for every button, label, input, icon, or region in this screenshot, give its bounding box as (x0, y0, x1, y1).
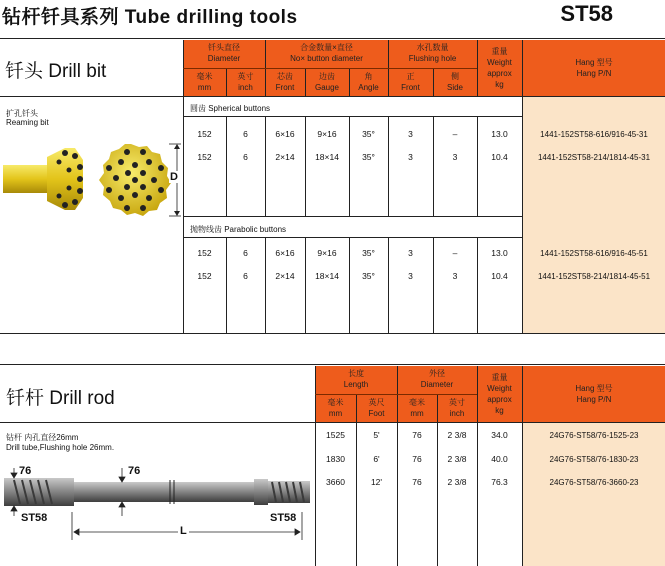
cell-pn: 1441-152ST58-616/916-45-51 (540, 249, 648, 258)
rod-col-od-mm-cn: 毫米 (409, 398, 425, 407)
diameter-dim-label: D (170, 171, 178, 183)
col-mm-cn: 毫米 (196, 72, 213, 81)
col-diameter-cn: 钎头直径 (208, 43, 240, 52)
rod-col-hang-1: Hang 型号 (575, 384, 613, 393)
cell-angle: 35° (362, 271, 375, 281)
rod-item-cn: 钻杆 内孔直径26mm (6, 433, 79, 442)
col-mm: mm (197, 83, 212, 92)
rod-od-right-label: 76 (128, 465, 141, 477)
col-front-cn: 芯齿 (277, 72, 293, 81)
grid-line (183, 237, 522, 238)
reaming-bit-illustration (3, 140, 183, 218)
cell-inch: 6 (243, 152, 248, 162)
rod-col-ft-cn: 英尺 (368, 398, 385, 407)
rod-col-hang-2: Hang P/N (576, 395, 612, 404)
cell-inch: 6 (243, 271, 248, 281)
col-diameter-en: Diameter (207, 54, 241, 63)
rod-cell-ft: 5' (373, 430, 380, 440)
col-angle: Angle (358, 83, 379, 92)
cell-front: 6×16 (275, 248, 295, 258)
bit-item-cn: 扩孔钎头 (6, 109, 38, 118)
cell-mm: 152 (197, 248, 212, 258)
rod-cell-ft: 12' (370, 477, 383, 487)
cell-pn: 1441-152ST58-616/916-45-31 (540, 130, 648, 139)
rod-col-od-mm: mm (410, 409, 424, 418)
col-hang-1: Hang 型号 (575, 58, 613, 67)
col-flushing-cn: 水孔数量 (416, 43, 449, 52)
col-angle-cn: 角 (364, 72, 373, 81)
rod-cell-od-mm: 76 (412, 430, 422, 440)
rod-col-mm-cn: 毫米 (327, 398, 344, 407)
rod-cell-weight: 40.0 (491, 454, 508, 464)
col-fl-front: Front (401, 83, 420, 92)
drill-rod-section-title: 钎杆 Drill rod (6, 388, 115, 409)
rod-col-weight-kg: kg (495, 406, 504, 415)
grid-line (477, 422, 478, 566)
rod-od-left-label: 76 (19, 465, 32, 477)
rod-col-weight-approx: approx (487, 395, 512, 404)
rod-pn-column-bg (523, 423, 665, 566)
col-gauge-cn: 边齿 (319, 72, 335, 81)
col-buttons-en: No× button diameter (290, 54, 363, 63)
col-front: Front (275, 83, 295, 92)
cell-pn: 1441-152ST58-214/1814-45-31 (537, 153, 651, 162)
drill-rod-header-pn (523, 366, 665, 422)
rod-cell-od-in: 2 3/8 (447, 430, 467, 440)
col-buttons-cn: 合金数量×直径 (300, 43, 353, 52)
cell-angle: 35° (362, 152, 375, 162)
col-weight-kg: kg (495, 80, 504, 89)
grid-line (183, 216, 522, 217)
cell-fl-side: 3 (452, 152, 458, 162)
cell-front: 6×16 (275, 129, 295, 139)
cell-front: 2×14 (275, 152, 295, 162)
rod-col-od-inch-cn: 英寸 (449, 398, 465, 407)
rod-item-en: Drill tube,Flushing hole 26mm. (6, 443, 115, 452)
rod-cell-pn: 24G76-ST58/76-3660-23 (549, 478, 639, 487)
cell-fl-front: 3 (408, 248, 413, 258)
rod-cell-pn: 24G76-ST58/76-1830-23 (549, 455, 639, 464)
rod-col-length-en: Length (343, 380, 369, 389)
grid-line (437, 422, 438, 566)
grid-line (315, 366, 316, 566)
rod-cell-od-mm: 76 (412, 454, 422, 464)
rod-cell-weight: 76.3 (491, 477, 508, 487)
col-flushing-en: Flushing hole (408, 54, 457, 63)
bit-shank (3, 165, 47, 193)
grid-line (315, 394, 477, 395)
rod-cell-od-in: 2 3/8 (447, 477, 467, 487)
cell-inch: 6 (243, 129, 248, 139)
cell-angle: 35° (362, 248, 375, 258)
col-inch-cn: 英寸 (237, 72, 254, 81)
grid-line (397, 422, 398, 566)
drill-bit-header-pn (523, 40, 665, 96)
section-rule-top (0, 38, 665, 39)
rod-cell-od-in: 2 3/8 (447, 454, 467, 464)
rod-thread-left-label: ST58 (21, 512, 48, 524)
col-inch: inch (238, 83, 253, 92)
group-label-spherical: 圆齿 Spherical buttons (190, 104, 271, 113)
cell-pn: 1441-152ST58-214/1814-45-51 (537, 272, 651, 281)
cell-fl-front: 3 (408, 129, 413, 139)
cell-gauge: 9×16 (317, 129, 337, 139)
cell-angle: 35° (362, 129, 375, 139)
cell-weight: 10.4 (491, 152, 508, 162)
cell-gauge: 9×16 (317, 248, 337, 258)
cell-fl-side: 3 (452, 271, 458, 281)
rod-thread-right-label: ST58 (270, 512, 297, 524)
col-fl-front-cn: 正 (406, 72, 415, 81)
cell-weight: 13.0 (491, 129, 508, 139)
cell-fl-front: 3 (408, 152, 413, 162)
col-gauge: Gauge (314, 83, 340, 92)
grid-line (315, 422, 665, 423)
rod-col-od-cn: 外径 (429, 369, 445, 378)
cell-fl-side: – (452, 248, 458, 258)
rod-col-ft: Foot (368, 409, 385, 418)
col-fl-side-cn: 侧 (451, 72, 459, 81)
page-title: 钻杆钎具系列 Tube drilling tools (2, 7, 298, 28)
drill-rod-illustration (2, 462, 314, 542)
cell-fl-side: – (452, 129, 458, 139)
col-hang-2: Hang P/N (576, 69, 612, 78)
drill-bit-section-title: 钎头 Drill bit (5, 61, 107, 82)
cell-mm: 152 (197, 271, 212, 281)
cell-gauge: 18×14 (315, 152, 339, 162)
rod-col-mm: mm (328, 409, 343, 418)
col-fl-side: Side (446, 83, 463, 92)
grid-line (183, 68, 477, 69)
grid-line (183, 116, 522, 117)
section-title-underline (0, 96, 183, 97)
bit-item-en: Reaming bit (6, 118, 49, 127)
rod-cell-mm: 1830 (326, 454, 345, 464)
product-code: ST58 (560, 1, 613, 26)
rod-length-label: L (180, 525, 187, 537)
rod-cell-ft: 6' (373, 454, 380, 464)
cell-weight: 10.4 (491, 271, 508, 281)
grid-line (183, 96, 665, 97)
rod-cell-mm: 1525 (326, 430, 345, 440)
rod-cell-od-mm: 76 (412, 477, 422, 487)
cell-gauge: 18×14 (315, 271, 339, 281)
group-label-parabolic: 抛物线齿 Parabolic buttons (190, 225, 287, 234)
cell-front: 2×14 (275, 271, 295, 281)
cell-inch: 6 (243, 248, 248, 258)
rod-cell-mm: 3660 (326, 477, 345, 487)
col-weight-cn: 重量 (491, 47, 508, 56)
cell-mm: 152 (197, 129, 212, 139)
col-weight-en: Weight (487, 58, 512, 67)
rod-col-od-inch: inch (449, 409, 465, 418)
rod-col-weight-en: Weight (487, 384, 512, 393)
rod-col-od-en: Diameter (420, 380, 454, 389)
rod-title-underline (0, 422, 315, 423)
section-rule-bottom (0, 333, 665, 334)
rod-cell-weight: 34.0 (491, 430, 508, 440)
cell-fl-front: 3 (408, 271, 413, 281)
rod-cell-pn: 24G76-ST58/76-1525-23 (549, 431, 639, 440)
rod-section-rule (0, 364, 665, 365)
rod-tube (74, 482, 254, 502)
rod-col-length-cn: 长度 (348, 369, 364, 378)
cell-mm: 152 (197, 152, 212, 162)
cell-weight: 13.0 (491, 248, 508, 258)
grid-line (356, 422, 357, 566)
rod-col-weight-cn: 重量 (491, 373, 508, 382)
col-weight-approx: approx (487, 69, 512, 78)
